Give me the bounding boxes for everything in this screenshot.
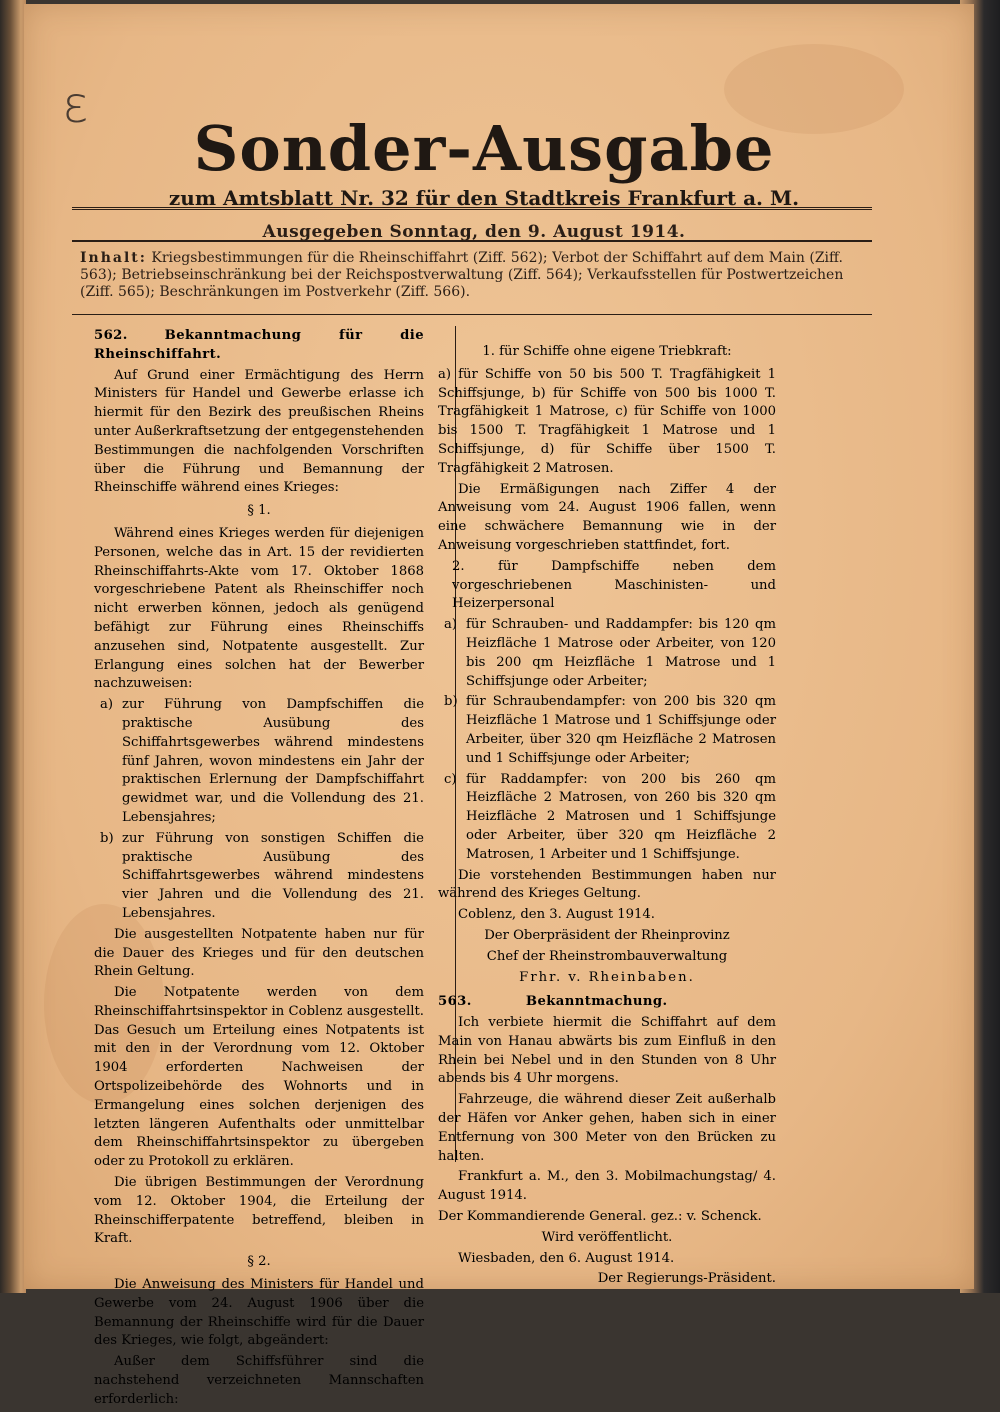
- section-heading: § 1.: [247, 503, 271, 519]
- list-marker: a): [100, 697, 114, 713]
- left-column: [94, 327, 424, 1412]
- paragraph: Die Anweisung des Ministers für Handel und Gewerbe vom 24. August 1906 über die Bemannung der Rheinschiffe wird für die Dauer des Krieges, wie folgt, abgeändert:: [94, 1277, 424, 1349]
- signature-line: Der Kommandierende General. gez.: v. Schenck.: [438, 1209, 762, 1225]
- issue-date: Ausgegeben Sonntag, den 9. August 1914.: [262, 222, 686, 242]
- list-text: für Schrauben- und Raddampfer: bis 120 qm Heizfläche 1 Matrose oder Arbeiter, von 120 bis 200 qm Heizfläche 1 Matrose und 1 Schiffsjunge oder Arbeiter;: [466, 617, 776, 689]
- paragraph: Auf Grund einer Ermächtigung des Herrn Ministers für Handel und Gewerbe erlasse ich hiermit für den Bezirk des preußischen Rheins unter Außerkraftsetzung der entgegenstehenden Bestimmungen die nachfolgenden Vorschriften über die Führung und Bemannung der Rheinschiffe während eines Krieges:: [94, 367, 424, 496]
- list-item: [94, 830, 424, 924]
- list-item: [438, 771, 776, 865]
- list-marker: a): [444, 617, 458, 633]
- signature-line: Der Regierungs-Präsident.: [597, 1271, 776, 1287]
- signature-line: Chef der Rheinstrombauverwaltung: [486, 948, 728, 964]
- paragraph: Die Notpatente werden von dem Rheinschiffahrtsinspektor in Coblenz ausgestellt. Das Gesuch um Erteilung eines Notpatents ist mit den in der Verordnung vom 12. Oktober 1904 erforderten Nachweisen der Ortspolizeibehörde des Wohnorts und in Ermangelung eines solchen derjenigen des letzten längeren Aufenthalts oder unmittelbar dem Rheinschiffahrtsinspektor zu übergeben oder zu Protokoll zu erklären.: [94, 985, 424, 1170]
- place-date: Frankfurt a. M., den 3. Mobilmachungstag/ 4. August 1914.: [438, 1169, 776, 1204]
- paragraph: a) für Schiffe von 50 bis 500 T. Tragfähigkeit 1 Schiffsjunge, b) für Schiffe von 500 bis 1000 T. Tragfähigkeit 1 Matrose, c) für Schiffe von 1000 bis 1500 T. Tragfähigkeit 1 Matrose und 1 Schiffsjunge, d) für Schiffe über 1500 T. Tragfähigkeit 2 Matrosen.: [438, 366, 776, 476]
- paragraph: Die Ermäßigungen nach Ziffer 4 der Anweisung vom 24. August 1906 fallen, wenn eine schwächere Bemannung wie in der Anweisung vorgeschrieben stattfindet, fort.: [438, 481, 776, 553]
- notice-title: Bekanntmachung für die Rheinschiffahrt.: [94, 328, 424, 362]
- list-marker: b): [100, 830, 114, 846]
- masthead-subtitle: zum Amtsblatt Nr. 32 für den Stadtkreis Frankfurt a. M.: [168, 186, 800, 210]
- signature-name: Frhr. v. Rheinbaben.: [519, 969, 695, 985]
- list-marker: b): [444, 694, 458, 710]
- masthead-title: Sonder-Ausgabe: [193, 112, 775, 185]
- contents-rule: [72, 314, 872, 315]
- notice-562-heading: [94, 327, 424, 365]
- list-text: zur Führung von Dampfschiffen die praktische Ausübung des Schiffahrtsgewerbes während mindestens fünf Jahren, wovon mindestens ein Jahr der praktischen Erlernung der Dampfschiffahrt gewidmet war, und die Vollendung des 21. Lebensjahres;: [122, 697, 424, 825]
- notice-563-heading: [438, 993, 776, 1012]
- header-rule: [72, 207, 872, 210]
- right-column: [438, 339, 776, 1291]
- list-item: [94, 696, 424, 828]
- contents-label: Inhalt:: [80, 250, 147, 266]
- table-of-contents: [80, 250, 870, 301]
- list-marker: c): [444, 771, 457, 787]
- header-rule: [72, 240, 872, 242]
- paragraph: Fahrzeuge, die während dieser Zeit außerhalb der Häfen vor Anker gehen, haben sich in einer Entfernung von 300 Meter von den Brücken zu halten.: [438, 1092, 776, 1164]
- list-item: [438, 693, 776, 768]
- paragraph: Ich verbiete hiermit die Schiffahrt auf dem Main von Hanau abwärts bis zum Einfluß in den Rhein bei Nebel und in den Stunden von 8 Uhr abends bis 4 Uhr morgens.: [438, 1015, 776, 1087]
- paragraph: Die übrigen Bestimmungen der Verordnung vom 12. Oktober 1904, die Erteilung der Rheinschifferpatente betreffend, bleiben in Kraft.: [94, 1175, 424, 1247]
- subsection-title: 2. für Dampfschiffe neben dem vorgeschriebenen Maschinisten- und Heizerpersonal: [452, 558, 776, 612]
- contents-text: Kriegsbestimmungen für die Rheinschiffahrt (Ziff. 562); Verbot der Schiffahrt auf dem Main (Ziff. 563); Betriebseinschränkung bei der Reichspostverwaltung (Ziff. 564); Verkaufsstellen für Postwertzeichen (Ziff. 565); Beschränkungen im Postverkehr (Ziff. 566).: [80, 250, 844, 300]
- handwritten-mark: ε: [62, 76, 90, 134]
- list-item: [438, 616, 776, 691]
- publication-note: Wird veröffentlicht.: [541, 1229, 673, 1245]
- notice-number: 563.: [438, 994, 472, 1010]
- signature-line: Der Oberpräsident der Rheinprovinz: [484, 927, 730, 943]
- notice-title: Bekanntmachung.: [525, 994, 668, 1010]
- paragraph: Während eines Krieges werden für diejenigen Personen, welche das in Art. 15 der revidierten Rheinschiffahrts-Akte vom 17. Oktober 1868 vorgeschriebene Patent als Rheinschiffer noch nicht erwerben können, jedoch als genügend befähigt zur Führung eines Rheinschiffs anzusehen sind, Notpatente ausgestellt. Zur Erlangung eines solchen hat der Bewerber nachzuweisen:: [94, 525, 424, 692]
- list-text: für Schraubendampfer: von 200 bis 320 qm Heizfläche 1 Matrose und 1 Schiffsjunge oder Arbeiter, über 320 qm Heizfläche 2 Matrosen und 1 Schiffsjunge oder Arbeiter;: [466, 694, 776, 766]
- paragraph: Die ausgestellten Notpatente haben nur für die Dauer des Krieges und für den deutschen Rhein Geltung.: [94, 926, 424, 980]
- place-date: Wiesbaden, den 6. August 1914.: [458, 1250, 675, 1266]
- place-date: Coblenz, den 3. August 1914.: [458, 907, 655, 923]
- paragraph: Die vorstehenden Bestimmungen haben nur während des Krieges Geltung.: [438, 867, 776, 902]
- notice-number: 562.: [94, 328, 128, 343]
- list-text: für Raddampfer: von 200 bis 260 qm Heizfläche 2 Matrosen, von 260 bis 320 qm Heizfläche 2 Matrosen und 1 Schiffsjunge oder Arbeiter, über 320 qm Heizfläche 2 Matrosen, 1 Arbeiter und 1 Schiffsjunge.: [466, 771, 776, 862]
- paragraph: Außer dem Schiffsführer sind die nachstehend verzeichneten Mannschaften erforderlich:: [94, 1354, 424, 1407]
- list-text: zur Führung von sonstigen Schiffen die praktische Ausübung des Schiffahrtsgewerbes während mindestens vier Jahren und die Vollendung des 21. Lebensjahres.: [122, 830, 424, 921]
- section-heading: § 2.: [247, 1254, 271, 1270]
- subsection-title: 1. für Schiffe ohne eigene Triebkraft:: [482, 344, 732, 359]
- book-spine-edge: [0, 0, 26, 1293]
